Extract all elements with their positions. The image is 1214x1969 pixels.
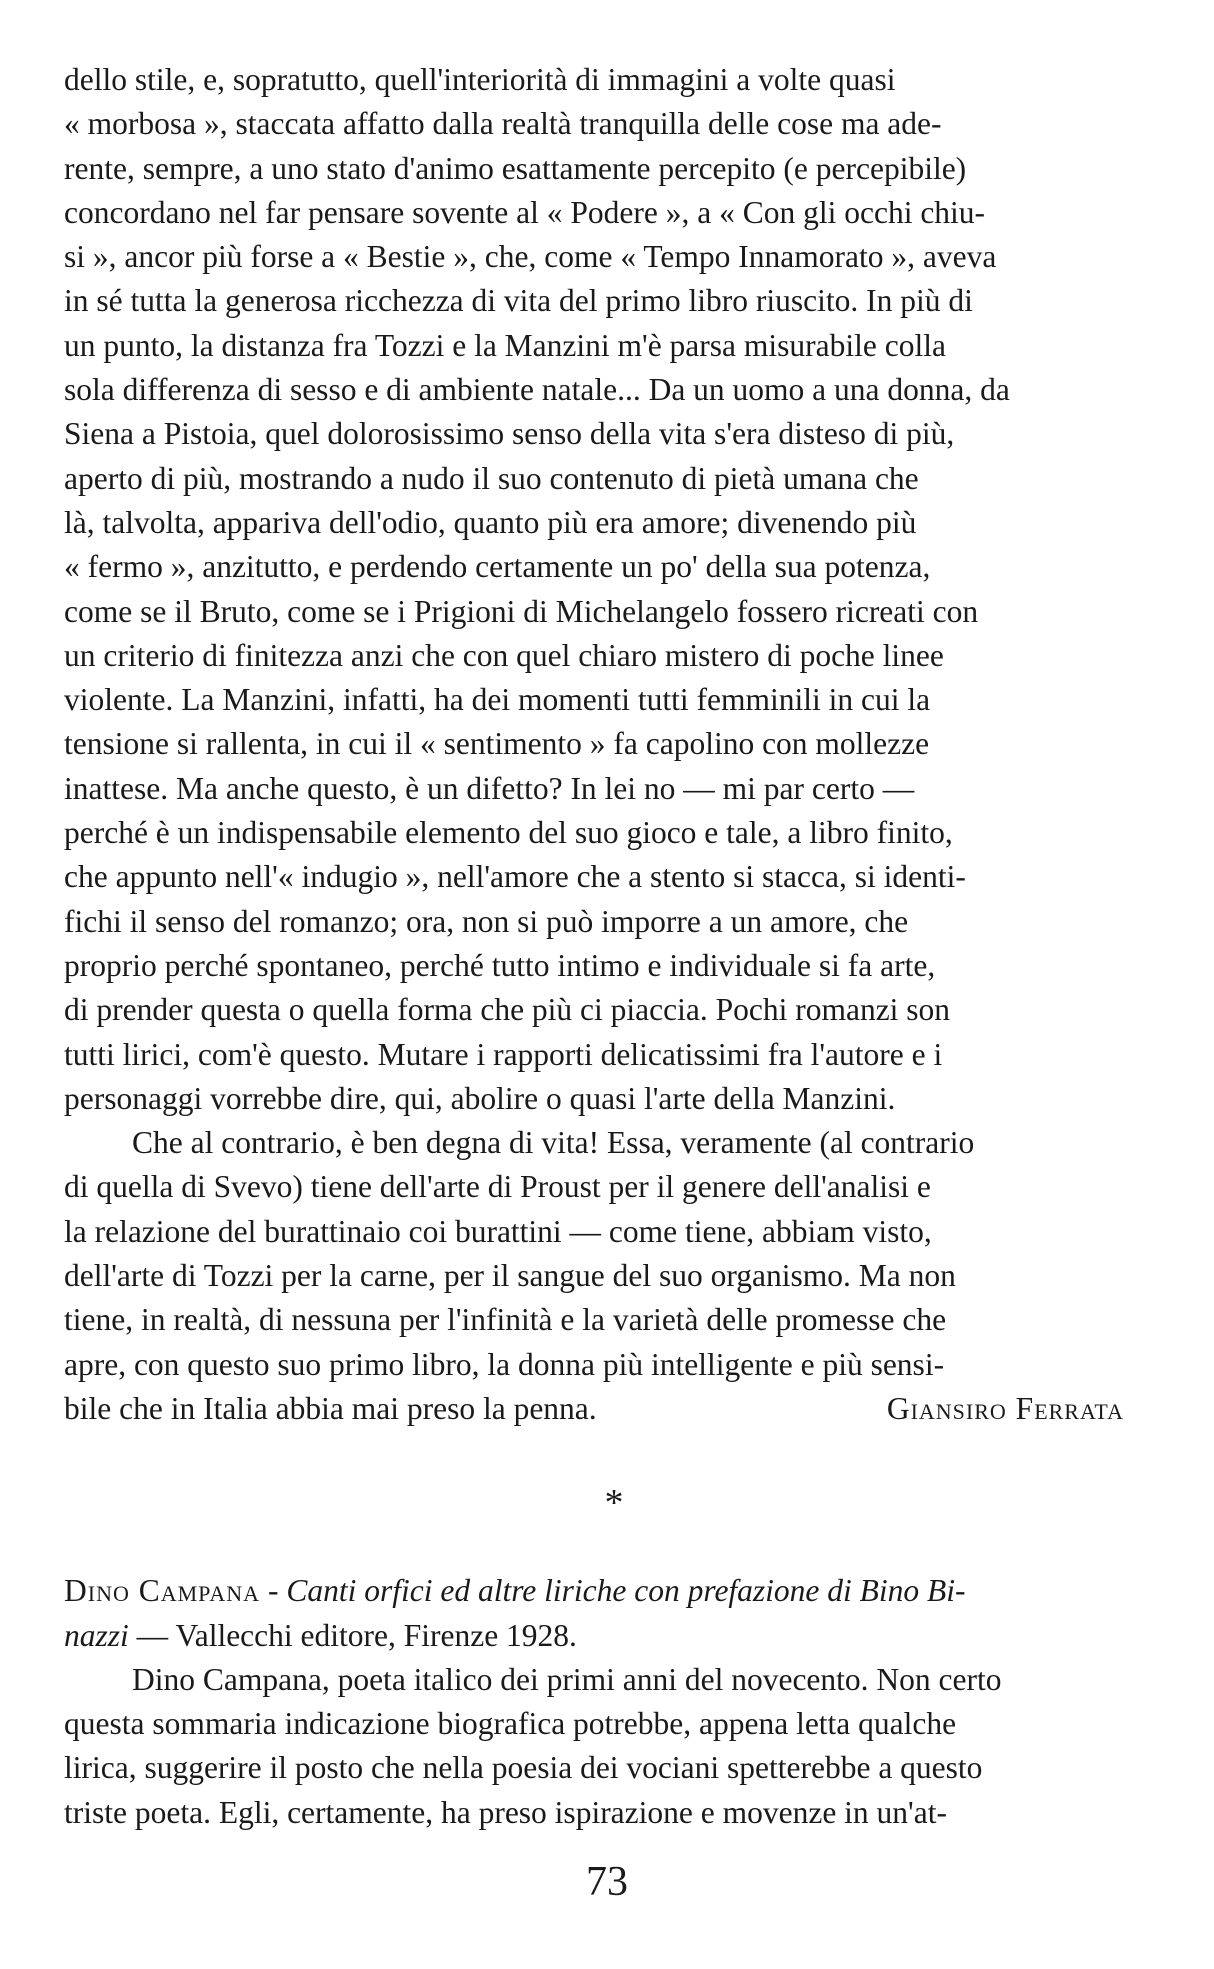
text-line: personaggi vorrebbe dire, qui, abolire o quasi l'arte della Manzini. xyxy=(64,1080,896,1116)
text-line: tensione si rallenta, in cui il « sentimento » fa capolino con mollezze xyxy=(64,726,930,762)
text-line: Dino Campana, poeta italico dei primi anni del novecento. Non certo xyxy=(132,1661,1002,1697)
review-paragraph-1 xyxy=(64,58,1164,1121)
text-line: di prender questa o quella forma che più ci piaccia. Pochi romanzi son xyxy=(64,992,951,1028)
text-line: un criterio di finitezza anzi che con quel chiaro mistero di poche linee xyxy=(64,637,944,673)
text-line: triste poeta. Egli, certamente, ha preso ispirazione e movenze in un'at- xyxy=(64,1794,947,1830)
text-line: che appunto nell'« indugio », nell'amore che a stento si stacca, si identi- xyxy=(64,859,966,895)
book-title: Canti orfici ed altre liriche con prefazione di Bino Bi- xyxy=(286,1573,966,1609)
section-separator: * xyxy=(604,1482,624,1525)
text-line: questa sommaria indicazione biografica potrebbe, appena letta qualche xyxy=(64,1706,957,1742)
heading-line-2 xyxy=(64,1614,1164,1658)
text-line: là, talvolta, appariva dell'odio, quanto più era amore; divenendo più xyxy=(64,504,917,540)
text-line: « morbosa », staccata affatto dalla realtà tranquilla delle cose ma ade- xyxy=(64,106,942,142)
heading-dash: - xyxy=(260,1573,287,1609)
text-line: aperto di più, mostrando a nudo il suo contenuto di pietà umana che xyxy=(64,460,919,496)
review-heading xyxy=(64,1569,1164,1658)
closing-line-with-signature xyxy=(64,1387,1164,1431)
heading-line-1 xyxy=(64,1569,1164,1613)
text-line: violente. La Manzini, infatti, ha dei momenti tutti femminili in cui la xyxy=(64,682,931,718)
text-line: Siena a Pistoia, quel dolorosissimo senso della vita s'era disteso di più, xyxy=(64,416,955,452)
text-line: bile che in Italia abbia mai preso la penna. xyxy=(64,1390,597,1426)
text-line: inattese. Ma anche questo, è un difetto? In lei no — mi par certo — xyxy=(64,770,915,806)
text-line: proprio perché spontaneo, perché tutto intimo e individuale si fa arte, xyxy=(64,947,936,983)
text-line: tiene, in realtà, di nessuna per l'infinità e la varietà delle promesse che xyxy=(64,1302,947,1338)
review-paragraph-3 xyxy=(64,1658,1164,1835)
text-line: lirica, suggerire il posto che nella poesia dei vociani spetterebbe a questo xyxy=(64,1750,983,1786)
reviewer-signature: Giansiro Ferrata xyxy=(886,1390,1124,1426)
text-line: « fermo », anzitutto, e perdendo certamente un po' della sua potenza, xyxy=(64,549,931,585)
text-line: in sé tutta la generosa ricchezza di vita del primo libro riuscito. In più di xyxy=(64,283,973,319)
text-line: apre, con questo suo primo libro, la donna più intelligente e più sensi- xyxy=(64,1346,945,1382)
text-line: come se il Bruto, come se i Prigioni di Michelangelo fossero ricreati con xyxy=(64,593,979,629)
page-body xyxy=(64,58,1164,1835)
text-line: Che al contrario, è ben degna di vita! Essa, veramente (al contrario xyxy=(132,1125,975,1161)
text-line: dello stile, e, sopratutto, quell'interiorità di immagini a volte quasi xyxy=(64,62,896,97)
book-title-continued: nazzi xyxy=(64,1617,129,1653)
text-line: sola differenza di sesso e di ambiente natale... Da un uomo a una donna, da xyxy=(64,372,1010,408)
review-paragraph-2 xyxy=(64,1121,1164,1431)
text-line: dell'arte di Tozzi per la carne, per il sangue del suo organismo. Ma non xyxy=(64,1258,956,1294)
book-author: Dino Campana xyxy=(64,1573,261,1609)
text-line: fichi il senso del romanzo; ora, non si può imporre a un amore, che xyxy=(64,903,909,939)
text-line: tutti lirici, com'è questo. Mutare i rapporti delicatissimi fra l'autore e i xyxy=(64,1036,943,1072)
text-line: perché è un indispensabile elemento del suo gioco e tale, a libro finito, xyxy=(64,815,953,851)
book-publisher: — Vallecchi editore, Firenze 1928. xyxy=(128,1617,577,1653)
text-line: la relazione del burattinaio coi burattini — come tiene, abbiam visto, xyxy=(64,1213,932,1249)
text-line: rente, sempre, a uno stato d'animo esattamente percepito (e percepibile) xyxy=(64,150,967,186)
text-line: concordano nel far pensare sovente al « Podere », a « Con gli occhi chiu- xyxy=(64,194,986,230)
text-line: un punto, la distanza fra Tozzi e la Manzini m'è parsa misurabile colla xyxy=(64,327,946,363)
text-line: di quella di Svevo) tiene dell'arte di Proust per il genere dell'analisi e xyxy=(64,1169,931,1205)
page-number: 73 xyxy=(586,1859,628,1905)
text-line: si », ancor più forse a « Bestie », che, come « Tempo Innamorato », aveva xyxy=(64,239,997,275)
